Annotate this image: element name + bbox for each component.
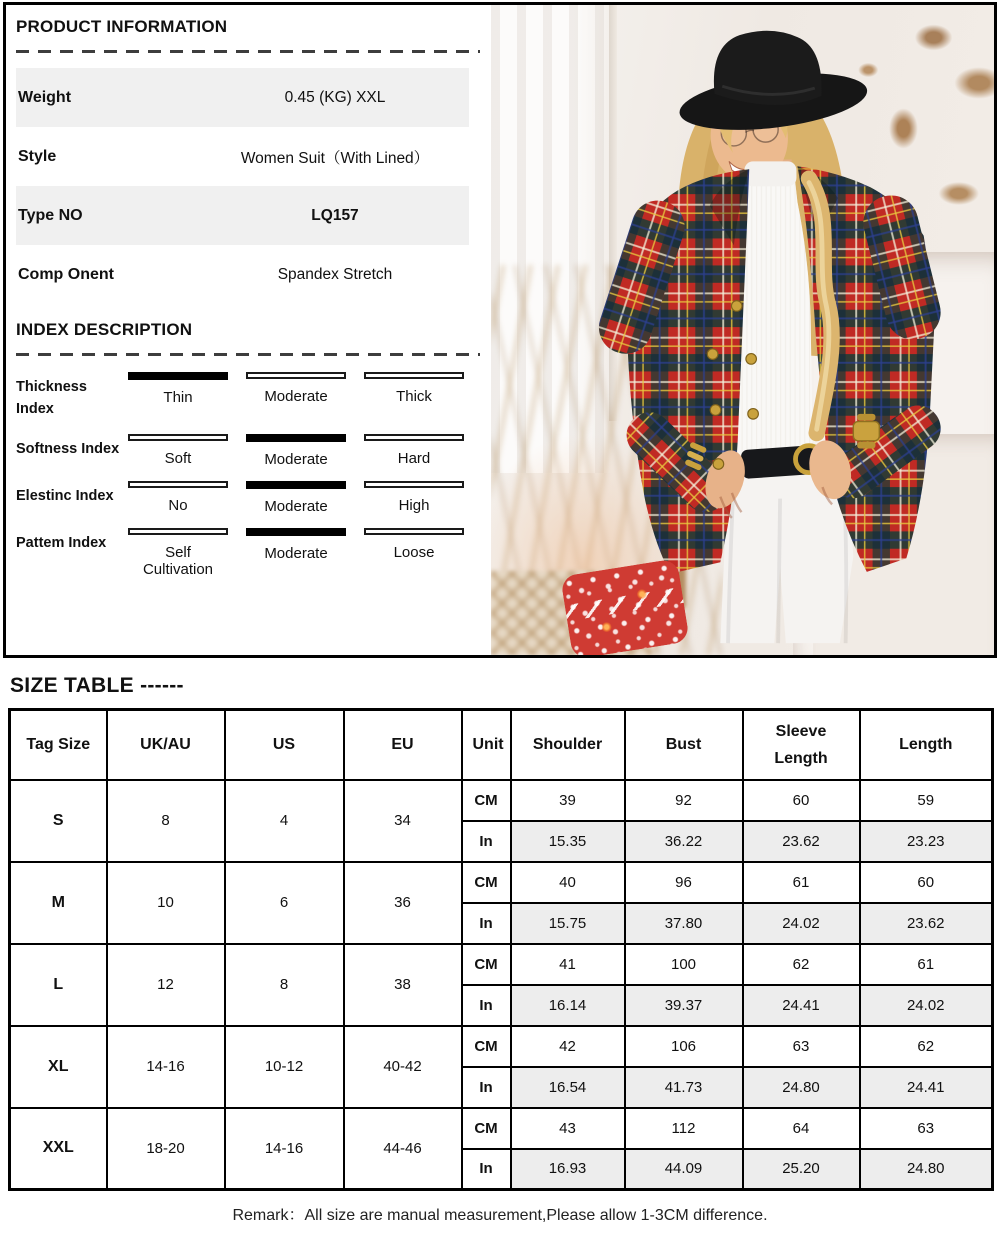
index-level	[128, 434, 228, 467]
size-row-cm	[10, 944, 993, 985]
index-row	[16, 528, 482, 578]
measure-cm-value: 63	[743, 1026, 860, 1067]
level-label: Loose	[393, 543, 435, 561]
measure-in-value: 36.22	[625, 821, 743, 862]
level-bar	[128, 528, 228, 535]
size-tag-cell: XXL	[10, 1108, 107, 1190]
model-hat	[676, 31, 870, 139]
measure-cm-value: 39	[511, 780, 625, 821]
measure-in-value: 44.09	[625, 1149, 743, 1190]
product-info-row	[16, 68, 469, 127]
unit-in-cell: In	[462, 821, 511, 862]
product-info-row	[16, 127, 469, 186]
measure-in-value: 24.80	[860, 1149, 993, 1190]
size-eu-cell: 36	[344, 862, 462, 944]
measure-cm-value: 43	[511, 1108, 625, 1149]
measure-in-value: 16.93	[511, 1149, 625, 1190]
info-label: Weight	[18, 88, 72, 106]
unit-cm-cell: CM	[462, 944, 511, 985]
info-value: LQ157	[311, 206, 359, 224]
measure-cm-value: 100	[625, 944, 743, 985]
measure-cm-value: 92	[625, 780, 743, 821]
product-info-panel	[6, 5, 491, 655]
measure-cm-value: 106	[625, 1026, 743, 1067]
index-level	[364, 372, 464, 405]
unit-cm-cell: CM	[462, 862, 511, 903]
level-bar-selected	[246, 434, 346, 442]
measure-in-value: 24.41	[743, 985, 860, 1026]
size-us-cell: 6	[225, 862, 344, 944]
info-value: 0.45 (KG) XXL	[284, 88, 386, 106]
measure-in-value: 15.75	[511, 903, 625, 944]
product-info-section	[3, 2, 997, 658]
dashed-divider	[16, 50, 480, 53]
measure-cm-value: 61	[860, 944, 993, 985]
size-table-header: US	[225, 710, 344, 780]
measure-in-value: 16.54	[511, 1067, 625, 1108]
fairy-light	[601, 622, 612, 633]
index-level	[246, 481, 346, 515]
size-row-cm	[10, 1108, 993, 1149]
measure-in-value: 39.37	[625, 985, 743, 1026]
model-illustration	[491, 5, 994, 655]
product-info-row	[16, 186, 469, 245]
level-label: Moderate	[264, 388, 328, 405]
product-photo	[491, 5, 994, 655]
unit-cm-cell: CM	[462, 1108, 511, 1149]
product-info-row	[16, 245, 469, 304]
measure-in-value: 16.14	[511, 985, 625, 1026]
measure-in-value: 23.62	[860, 903, 993, 944]
size-ukau-cell: 14-16	[107, 1026, 225, 1108]
size-eu-cell: 40-42	[344, 1026, 462, 1108]
info-label: Comp Onent	[18, 265, 114, 283]
size-table-header: Unit	[462, 710, 511, 780]
measure-cm-value: 40	[511, 862, 625, 903]
remark: Remark：All size are manual measurement,Please allow 1-3CM difference.	[232, 1207, 768, 1224]
level-label: Hard	[397, 449, 431, 467]
size-table-body	[10, 780, 993, 1190]
level-label: Moderate	[264, 497, 328, 515]
size-us-cell: 14-16	[225, 1108, 344, 1190]
measure-cm-value: 59	[860, 780, 993, 821]
level-label: Moderate	[264, 544, 328, 562]
size-us-cell: 4	[225, 780, 344, 862]
index-level	[128, 481, 228, 514]
level-label: High	[398, 496, 430, 514]
level-label: Thin	[163, 389, 193, 406]
level-bar	[364, 528, 464, 535]
size-table-header: Length	[860, 710, 993, 780]
index-level	[364, 528, 464, 561]
index-row-label: Elestinc Index	[16, 487, 114, 504]
level-bar	[246, 372, 346, 379]
size-table-header: EU	[344, 710, 462, 780]
index-level	[128, 372, 228, 406]
measure-cm-value: 60	[743, 780, 860, 821]
size-table-header: Sleeve Length	[743, 710, 860, 780]
size-eu-cell: 38	[344, 944, 462, 1026]
unit-in-cell: In	[462, 1067, 511, 1108]
measure-in-value: 24.80	[743, 1067, 860, 1108]
index-level	[246, 372, 346, 405]
model-collar	[744, 161, 796, 186]
level-bar	[364, 434, 464, 441]
size-ukau-cell: 10	[107, 862, 225, 944]
level-label: No	[168, 496, 188, 514]
measure-in-value: 15.35	[511, 821, 625, 862]
product-info-rows	[16, 68, 469, 304]
index-level	[128, 528, 228, 578]
measure-cm-value: 61	[743, 862, 860, 903]
size-eu-cell: 34	[344, 780, 462, 862]
measure-in-value: 24.02	[860, 985, 993, 1026]
level-bar	[128, 434, 228, 441]
measure-cm-value: 63	[860, 1108, 993, 1149]
size-us-cell: 8	[225, 944, 344, 1026]
dashed-divider	[16, 353, 480, 356]
index-level	[246, 528, 346, 562]
measure-cm-value: 62	[860, 1026, 993, 1067]
level-label: Thick	[396, 388, 432, 405]
unit-in-cell: In	[462, 1149, 511, 1190]
measure-cm-value: 64	[743, 1108, 860, 1149]
info-value: Spandex Stretch	[277, 265, 393, 283]
measure-in-value: 24.41	[860, 1067, 993, 1108]
index-row	[16, 481, 482, 515]
product-info-title: PRODUCT INFORMATION	[16, 17, 228, 36]
measure-in-value: 25.20	[743, 1149, 860, 1190]
info-label: Type NO	[18, 206, 83, 224]
photo-red-pillow	[561, 559, 691, 655]
index-description-title: INDEX DESCRIPTION	[16, 320, 193, 339]
measure-cm-value: 112	[625, 1108, 743, 1149]
level-label: Moderate	[264, 450, 328, 468]
index-row	[16, 372, 482, 421]
unit-in-cell: In	[462, 985, 511, 1026]
size-tag-cell: L	[10, 944, 107, 1026]
index-level	[364, 434, 464, 467]
size-tag-cell: XL	[10, 1026, 107, 1108]
level-bar	[364, 481, 464, 488]
unit-cm-cell: CM	[462, 1026, 511, 1067]
measure-cm-value: 96	[625, 862, 743, 903]
size-tag-cell: S	[10, 780, 107, 862]
index-row-label: Thickness Index	[16, 379, 87, 418]
size-eu-cell: 44-46	[344, 1108, 462, 1190]
level-label: Self Cultivation	[142, 543, 214, 578]
info-value: Women Suit（With Lined）	[240, 149, 430, 167]
level-bar	[128, 481, 228, 488]
measure-cm-value: 41	[511, 944, 625, 985]
index-level	[364, 481, 464, 514]
size-tag-cell: M	[10, 862, 107, 944]
index-level	[246, 434, 346, 468]
measure-in-value: 37.80	[625, 903, 743, 944]
measure-in-value: 24.02	[743, 903, 860, 944]
size-table-header: UK/AU	[107, 710, 225, 780]
measure-in-value: 41.73	[625, 1067, 743, 1108]
level-bar-selected	[246, 481, 346, 489]
size-ukau-cell: 12	[107, 944, 225, 1026]
size-row-cm	[10, 1026, 993, 1067]
level-label: Soft	[164, 449, 192, 467]
measure-in-value: 23.62	[743, 821, 860, 862]
size-table-title: SIZE TABLE ------	[10, 674, 184, 697]
size-table	[8, 708, 994, 1191]
index-row	[16, 434, 482, 468]
index-row-label: Pattem Index	[16, 534, 107, 551]
level-bar-selected	[128, 372, 228, 380]
measure-in-value: 23.23	[860, 821, 993, 862]
size-table-header: Tag Size	[10, 710, 107, 780]
size-ukau-cell: 8	[107, 780, 225, 862]
measure-cm-value: 60	[860, 862, 993, 903]
size-row-cm	[10, 862, 993, 903]
info-label: Style	[18, 147, 57, 165]
level-bar	[364, 372, 464, 379]
index-rows	[16, 372, 482, 578]
size-table-header-row	[10, 710, 993, 780]
measure-cm-value: 62	[743, 944, 860, 985]
size-table-header: Shoulder	[511, 710, 625, 780]
size-us-cell: 10-12	[225, 1026, 344, 1108]
unit-in-cell: In	[462, 903, 511, 944]
pillow-pattern-band	[565, 587, 684, 621]
unit-cm-cell: CM	[462, 780, 511, 821]
size-table-header: Bust	[625, 710, 743, 780]
index-row-label: Softness Index	[16, 440, 120, 457]
size-row-cm	[10, 780, 993, 821]
size-ukau-cell: 18-20	[107, 1108, 225, 1190]
level-bar-selected	[246, 528, 346, 536]
measure-cm-value: 42	[511, 1026, 625, 1067]
